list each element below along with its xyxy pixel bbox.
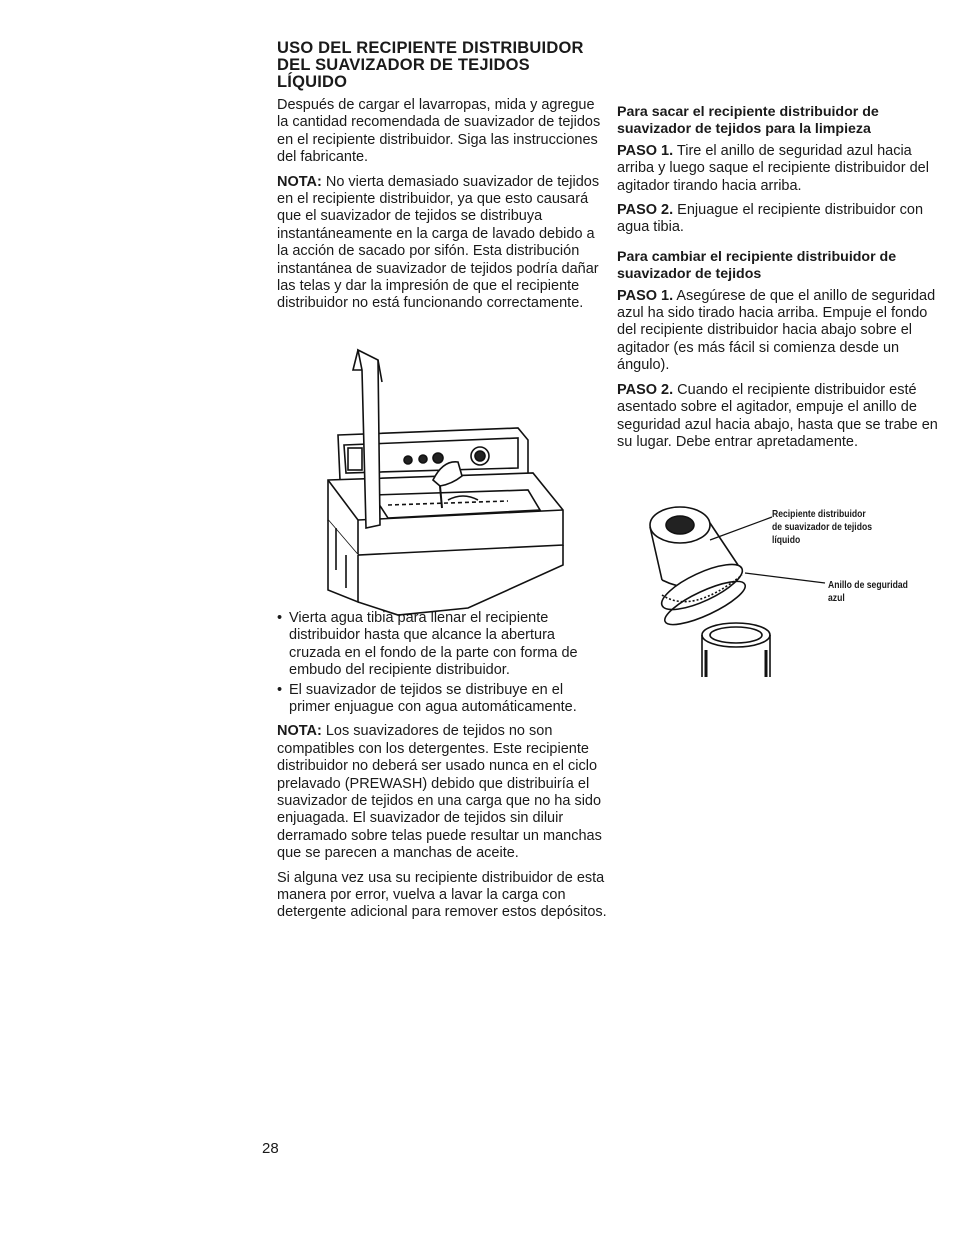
replace-heading: Para cambiar el recipiente distribuidor de suavizador de tejidos [617,248,897,283]
closing-paragraph: Si alguna vez usa su recipiente distribuidor de esta manera por error, vuelva a lavar la carga con detergente adicional para remover estos depósitos. [277,869,607,921]
step-text: Asegúrese de que el anillo de seguridad azul ha sido tirado hacia arriba. Empuje el fondo del recipiente distribuidor hacia abajo sobre el agitador (es más fácil si comienza desde un ángulo). [617,287,936,374]
washer-illustration [318,340,568,620]
callout-dispenser-line: líquido [772,534,801,546]
intro-paragraph: Después de cargar el lavarropas, mida y agregue la cantidad recomendada de suavizador de tejidos en el recipiente distribuidor. Siga las instrucciones del fabricante. [277,97,601,166]
remove-step-1 [617,143,942,195]
step-label: PASO 2. [617,202,674,219]
bullet-item: • Vierta agua tibia para llenar el recipiente distribuidor hasta que alcance la abertura cruzada en el fondo de la parte con forma de embudo del recipiente distribuidor. [277,610,607,680]
page-number: 28 [262,1140,279,1157]
section-heading-line-1: USO DEL RECIPIENTE DISTRIBUIDOR [277,39,584,57]
step-text: Cuando el recipiente distribuidor esté asentado sobre el agitador, empuje el anillo de seguridad azul hacia abajo, hasta que se trabe en su lugar. Debe entrar apretadamente. [617,381,938,450]
section-heading-line-2: DEL SUAVIZADOR DE TEJIDOS [277,56,530,74]
step-text: Tire el anillo de seguridad azul hacia arriba y luego saque el recipiente distribuidor del agitador tirando hacia arriba. [617,142,929,194]
callout-ring-line: azul [828,592,845,604]
instruction-bullets [277,610,607,716]
remove-heading: Para sacar el recipiente distribuidor de suavizador de tejidos para la limpieza [617,104,879,138]
section-heading [277,40,607,91]
right-column [617,104,942,458]
note-1 [277,174,607,313]
step-label: PASO 1. [617,142,674,159]
replace-step-2 [617,382,942,452]
callout-dispenser-line: Recipiente distribuidor [772,508,866,520]
bullet-item: • El suavizador de tejidos se distribuye en el primer enjuague con agua automáticamente. [277,682,607,717]
section-heading-line-3: LÍQUIDO [277,73,348,91]
callout-dispenser-line: de suavizador de tejidos [772,521,873,533]
note-2-text: Los suavizadores de tejidos no son compatibles con los detergentes. Este recipiente distribuidor no deberá ser usado nunca en el ciclo prelavado (PREWASH) debido que distribuiría el suavizador de tejidos en una carga que no ha sido enjuagada. El suavizador de tejidos sin diluir derramado sobre telas puede resultar un manchas que se parecen a manchas de aceite. [277,723,602,862]
note-2-label: NOTA: [277,723,322,740]
callout-ring-line: Anillo de seguridad [828,579,908,591]
note-2 [277,723,607,862]
note-1-label: NOTA: [277,173,322,190]
note-1-text: No vierta demasiado suavizador de tejidos en el recipiente distribuidor, ya que esto causará que el suavizador de tejidos se distribuya instantáneamente en la carga de lavado debido a la acción de sacado por sifón. Esta distribución instantánea de suavizador de tejidos podría dañar las telas y dar la impresión de que el recipiente distribuidor no está funcionando correctamente. [277,173,600,312]
remove-step-2 [617,202,942,237]
step-label: PASO 2. [617,381,674,398]
callout-dispenser [772,508,872,547]
callout-ring [828,579,908,605]
step-label: PASO 1. [617,287,674,304]
replace-step-1 [617,288,942,375]
step-text: Enjuague el recipiente distribuidor con agua tibia. [617,202,924,236]
